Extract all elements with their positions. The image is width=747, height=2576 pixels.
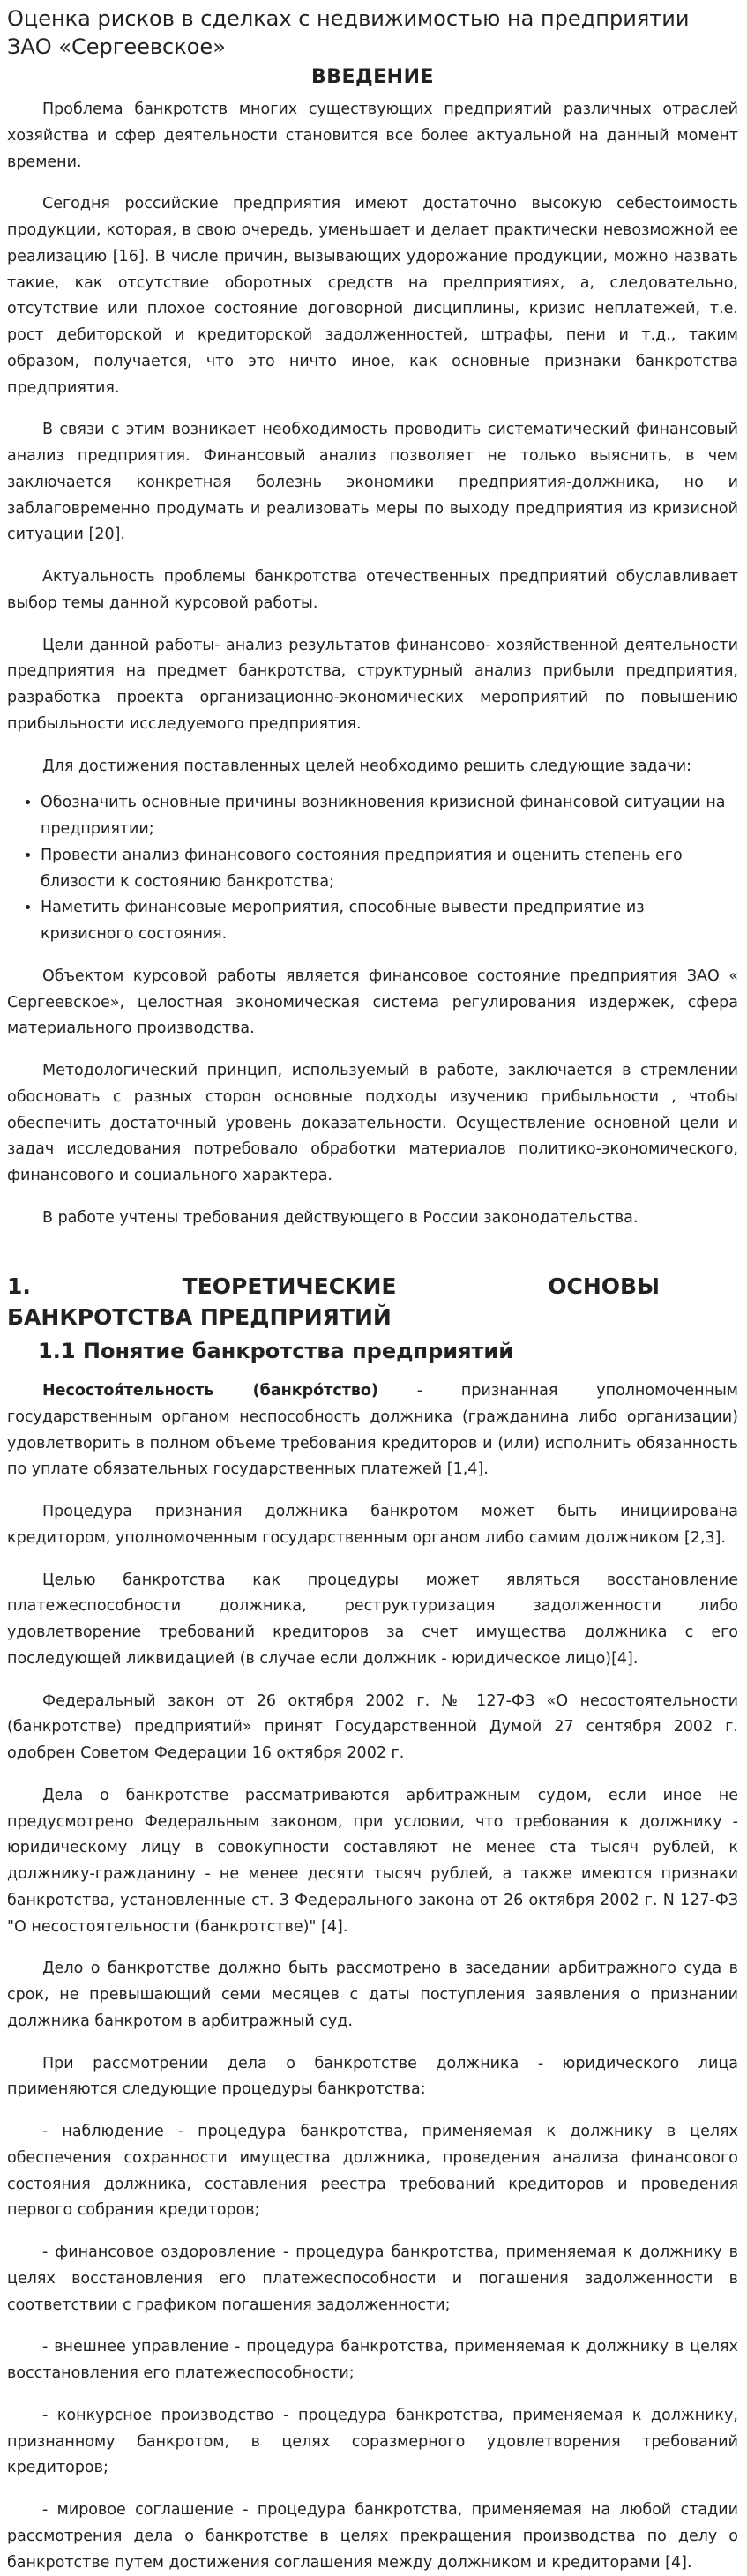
- paragraph: При рассмотрении дела о банкротстве должника - юридического лица применяются следующие процедуры банкротства:: [7, 2054, 738, 2099]
- paragraph: Для достижения поставленных целей необходимо решить следующие задачи:: [42, 757, 691, 775]
- chapter-heading-line2: БАНКРОТСТВА ПРЕДПРИЯТИЙ: [7, 1304, 392, 1331]
- paragraph: - наблюдение - процедура банкротства, применяемая к должнику в целях обеспечения сохранности имущества должника, проведения анализа финансового состояния должника, составления реестра требований кредиторов и проведения первого собрания кредиторов;: [7, 2123, 738, 2220]
- chapter-heading: [7, 1271, 738, 1333]
- paragraph: Проблема банкротств многих существующих предприятий различных отраслей хозяйства и сфер деятельности становится все более актуальной на данный момент времени.: [7, 101, 738, 171]
- list-item: • Наметить финансовые мероприятия, способные вывести предприятие из кризисного состояния.: [41, 895, 738, 948]
- paragraph: Дела о банкротстве рассматриваются арбитражным судом, если иное не предусмотрено Федеральным законом, при условии, что требования к должнику - юридическому лицу в совокупности составляют не менее ста тысяч рублей, к должнику-гражданину - не менее десяти тысяч рублей, а также имеются признаки банкротства, установленные ст. 3 Федерального закона от 26 октября 2002 г. N 127-ФЗ "О несостоятельности (банкротстве)" [4].: [7, 1786, 738, 1936]
- definition-paragraph: [7, 1378, 738, 1483]
- definition-term: Несостоя́тельность (банкро́тство): [42, 1382, 378, 1400]
- paragraph: Целью банкротства как процедуры может являться восстановление платежеспособности должника, реструктуризация задолженности либо удовлетворение требований кредиторов за счет имущества должника с его последующей ликвидацией (в случае если должник - юридическое лицо)[4].: [7, 1571, 738, 1668]
- paragraph: Актуальность проблемы банкротства отечественных предприятий обуславливает выбор темы данной курсовой работы.: [7, 568, 738, 612]
- chapter-heading-word: ТЕОРЕТИЧЕСКИЕ: [182, 1273, 397, 1299]
- list-item: • Обозначить основные причины возникновения кризисной финансовой ситуации на предприятии;: [41, 790, 738, 843]
- paragraph: - финансовое оздоровление - процедура банкротства, применяемая к должнику в целях восстановления его платежеспособности и погашения задолженности в соответствии с графиком погашения задолженности;: [7, 2244, 738, 2314]
- section-heading: 1.1 Понятие банкротства предприятий: [38, 1338, 514, 1363]
- paragraph: Методологический принцип, используемый в работе, заключается в стремлении обосновать с разных сторон основные подходы изучению прибыльности , чтобы обеспечить достаточный уровень доказательности. Осуществление основной цели и задач исследования потребовало обработки материалов политико-экономического, финансового и социального характера.: [7, 1062, 738, 1185]
- paragraph: В связи с этим возникает необходимость проводить систематический финансовый анализ предприятия. Финансовый анализ позволяет не только выяснить, в чем заключается конкретная болезнь экономики предприятия-должника, но и заблаговременно продумать и реализовать меры по выходу предприятия из кризисной ситуации [20].: [7, 421, 738, 544]
- task-list: [7, 790, 738, 948]
- paragraph: - конкурсное производство - процедура банкротства, применяемая к должнику, признанному банкротом, в целях соразмерного удовлетворения требований кредиторов;: [7, 2406, 738, 2477]
- paragraph: Объектом курсовой работы является финансовое состояние предприятия ЗАО « Сергеевское», целостная экономическая система регулирования издержек, сфера материального производства.: [7, 967, 738, 1038]
- intro-heading: ВВЕДЕНИЕ: [310, 66, 435, 89]
- paragraph: В работе учтены требования действующего в России законодательства.: [42, 1208, 639, 1227]
- document-title: Оценка рисков в сделках с недвижимостью на предприятии ЗАО «Сергеевское»: [7, 6, 690, 59]
- paragraph: Сегодня российские предприятия имеют достаточно высокую себестоимость продукции, которая, в свою очередь, уменьшает и делает практически невозможной ее реализацию [16]. В числе причин, вызывающих удорожание продукции, можно назвать такие, как отсутствие оборотных средств на предприятиях, а, следовательно, отсутствие или плохое состояние договорной дисциплины, кризис неплатежей, т.е. рост дебиторской и кредиторской задолженностей, штрафы, пени и т.д., таким образом, получается, что это ничто иное, как основные признаки банкротства предприятия.: [7, 195, 738, 397]
- list-item: • Провести анализ финансового состояния предприятия и оценить степень его близости к состоянию банкротства;: [41, 843, 738, 896]
- paragraph: - внешнее управление - процедура банкротства, применяемая к должнику в целях восстановления его платежеспособности;: [7, 2338, 738, 2383]
- paragraph: Федеральный закон от 26 октября 2002 г. № 127-ФЗ «О несостоятельности (банкротстве) предприятий» принят Государственной Думой 27 сентября 2002 г. одобрен Советом Федерации 16 октября 2002 г.: [7, 1691, 738, 1763]
- paragraph: Дело о банкротстве должно быть рассмотрено в заседании арбитражного суда в срок, не превышающий семи месяцев с даты поступления заявления о признании должника банкротом в арбитражный суд.: [7, 1960, 738, 2030]
- chapter-heading-number: 1.: [7, 1273, 31, 1299]
- paragraph: Цели данной работы- анализ результатов финансово- хозяйственной деятельности предприятия на предмет банкротства, структурный анализ прибыли предприятия, разработка проекта организационно-экономических мероприятий по повышению прибыльности исследуемого предприятия.: [7, 636, 738, 733]
- paragraph: - мировое соглашение - процедура банкротства, применяемая на любой стадии рассмотрения дела о банкротстве в целях прекращения производства по делу о банкротстве путем достижения соглашения между должником и кредиторами [4].: [7, 2501, 738, 2572]
- paragraph: Процедура признания должника банкротом может быть инициирована кредитором, уполномоченным государственным органом либо самим должником [2,3].: [7, 1503, 738, 1547]
- chapter-heading-word: ОСНОВЫ: [548, 1273, 660, 1299]
- definition-text: - признанная уполномоченным государственным органом неспособность должника (гражданина либо организации) удовлетворить в полном объеме требования кредиторов и (или) исполнить обязанность по уплате обязательных государственных платежей [1,4].: [7, 1382, 738, 1479]
